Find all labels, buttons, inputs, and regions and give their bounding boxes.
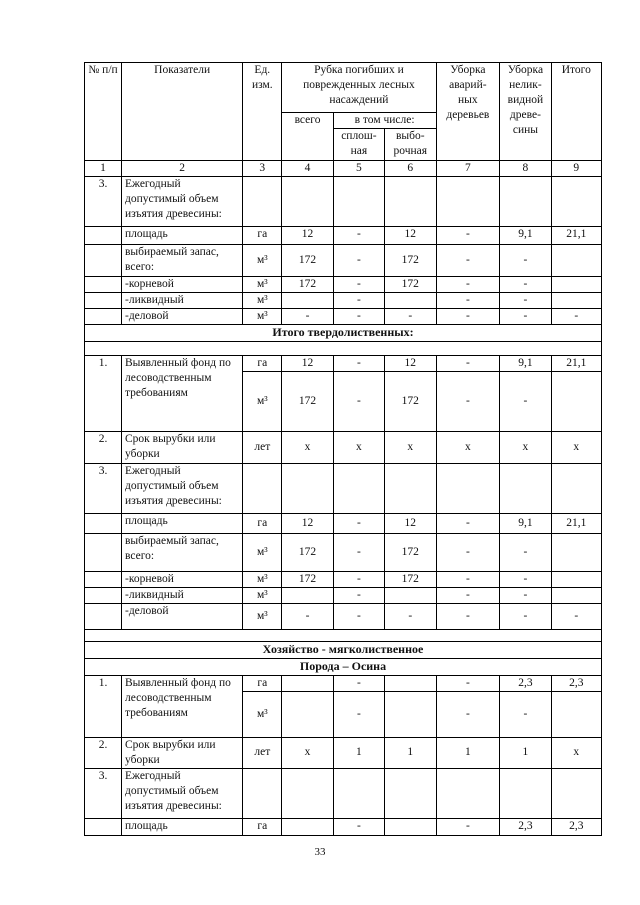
section-hardwood-total: Итого твердолиственных: — [85, 324, 602, 341]
row-label: Ежегодный допустимый объем изъятия древесины: — [122, 176, 243, 226]
value-cell: 1 — [500, 737, 551, 768]
value-cell: - — [436, 292, 500, 308]
value-cell: 172 — [282, 276, 333, 292]
value-cell: 2,3 — [551, 675, 601, 691]
value-cell: - — [385, 603, 436, 629]
value-cell: - — [500, 308, 551, 324]
row-label: выбираемый запас, всего: — [122, 533, 243, 571]
forest-table — [84, 62, 602, 836]
unit-cell: м³ — [243, 276, 282, 292]
value-cell: x — [385, 431, 436, 463]
row-label: выбираемый запас, всего: — [122, 244, 243, 276]
col-number: 6 — [385, 161, 436, 177]
row-label: Срок вырубки или уборки — [122, 737, 243, 768]
header-logging: Рубка погибших и поврежденных лесных насаждений — [282, 63, 436, 113]
value-cell: x — [282, 737, 333, 768]
row-num: 3. — [85, 463, 122, 513]
value-cell: - — [436, 513, 500, 533]
row-num: 2. — [85, 431, 122, 463]
row-num: 1. — [85, 355, 122, 431]
unit-cell: м³ — [243, 691, 282, 737]
unit-cell: м³ — [243, 571, 282, 587]
value-cell: 2,3 — [500, 675, 551, 691]
value-cell: 12 — [282, 355, 333, 371]
value-cell: - — [500, 292, 551, 308]
value-cell: - — [385, 308, 436, 324]
row-label: -корневой — [122, 571, 243, 587]
value-cell: 172 — [282, 533, 333, 571]
value-cell: - — [436, 533, 500, 571]
value-cell: 9,1 — [500, 513, 551, 533]
value-cell: - — [551, 603, 601, 629]
header-emergency: Уборка аварий-ных деревьев — [436, 63, 500, 161]
value-cell: x — [500, 431, 551, 463]
row-label: -корневой — [122, 276, 243, 292]
value-cell: - — [500, 533, 551, 571]
value-cell: 12 — [385, 226, 436, 244]
row-label: площадь — [122, 818, 243, 835]
value-cell: - — [282, 603, 333, 629]
col-number: 7 — [436, 161, 500, 177]
value-cell: - — [333, 587, 384, 603]
value-cell: - — [282, 308, 333, 324]
value-cell: 172 — [385, 571, 436, 587]
row-label: Ежегодный допустимый объем изъятия древесины: — [122, 463, 243, 513]
value-cell: - — [333, 308, 384, 324]
value-cell: 21,1 — [551, 355, 601, 371]
col-number: 8 — [500, 161, 551, 177]
value-cell: 12 — [385, 355, 436, 371]
value-cell: 172 — [282, 371, 333, 431]
row-num: 2. — [85, 737, 122, 768]
unit-cell: м³ — [243, 603, 282, 629]
unit-cell: лет — [243, 431, 282, 463]
header-selective: выбо-рочная — [385, 129, 436, 161]
value-cell: - — [436, 603, 500, 629]
value-cell: x — [551, 737, 601, 768]
unit-cell: га — [243, 818, 282, 835]
value-cell: 172 — [385, 276, 436, 292]
row-label: Выявленный фонд по лесоводственным требованиям — [122, 355, 243, 431]
value-cell: x — [551, 431, 601, 463]
value-cell: x — [282, 431, 333, 463]
value-cell: - — [436, 675, 500, 691]
value-cell: - — [436, 691, 500, 737]
value-cell: - — [436, 587, 500, 603]
value-cell: 9,1 — [500, 355, 551, 371]
header-incl: в том числе: — [333, 113, 436, 129]
value-cell: - — [500, 571, 551, 587]
row-label: -деловой — [122, 603, 243, 629]
unit-cell: га — [243, 355, 282, 371]
value-cell: - — [333, 371, 384, 431]
unit-cell: м³ — [243, 308, 282, 324]
col-number: 4 — [282, 161, 333, 177]
header-solid: сплош-ная — [333, 129, 384, 161]
value-cell: - — [500, 691, 551, 737]
row-label: Срок вырубки или уборки — [122, 431, 243, 463]
value-cell: - — [333, 226, 384, 244]
value-cell: - — [436, 818, 500, 835]
value-cell: - — [500, 587, 551, 603]
value-cell: 1 — [436, 737, 500, 768]
row-label: площадь — [122, 513, 243, 533]
value-cell: - — [333, 355, 384, 371]
value-cell: 12 — [385, 513, 436, 533]
unit-cell: га — [243, 226, 282, 244]
col-number: 1 — [85, 161, 122, 177]
value-cell: - — [500, 371, 551, 431]
unit-cell: лет — [243, 737, 282, 768]
header-num: № п/п — [85, 63, 122, 161]
value-cell: 1 — [333, 737, 384, 768]
value-cell: x — [436, 431, 500, 463]
value-cell: 9,1 — [500, 226, 551, 244]
value-cell: 1 — [385, 737, 436, 768]
value-cell: - — [436, 244, 500, 276]
row-label: площадь — [122, 226, 243, 244]
value-cell: - — [436, 371, 500, 431]
header-total: Итого — [551, 63, 601, 161]
value-cell: - — [436, 276, 500, 292]
row-num: 3. — [85, 768, 122, 818]
value-cell: - — [500, 603, 551, 629]
section-breed: Порода – Осина — [85, 658, 602, 675]
value-cell: 2,3 — [500, 818, 551, 835]
value-cell: - — [333, 513, 384, 533]
unit-cell: га — [243, 513, 282, 533]
value-cell: 21,1 — [551, 226, 601, 244]
value-cell: 2,3 — [551, 818, 601, 835]
spacer-row — [85, 629, 602, 641]
unit-cell: м³ — [243, 292, 282, 308]
value-cell: - — [333, 533, 384, 571]
unit-cell: га — [243, 675, 282, 691]
value-cell: 21,1 — [551, 513, 601, 533]
header-illiquid: Уборка нелик-видной древе-сины — [500, 63, 551, 161]
value-cell: 172 — [282, 571, 333, 587]
page-number: 33 — [314, 846, 326, 858]
value-cell: - — [551, 308, 601, 324]
section-farm: Хозяйство - мягколиственное — [85, 641, 602, 658]
col-number: 5 — [333, 161, 384, 177]
value-cell: 12 — [282, 226, 333, 244]
header-total-all: всего — [282, 113, 333, 161]
value-cell: 172 — [385, 533, 436, 571]
col-number: 9 — [551, 161, 601, 177]
value-cell: 172 — [385, 244, 436, 276]
value-cell: 172 — [385, 371, 436, 431]
value-cell: - — [436, 355, 500, 371]
value-cell: - — [436, 571, 500, 587]
unit-cell: м³ — [243, 533, 282, 571]
row-label: Ежегодный допустимый объем изъятия древесины: — [122, 768, 243, 818]
value-cell: - — [500, 276, 551, 292]
value-cell: - — [333, 292, 384, 308]
row-label: -ликвидный — [122, 292, 243, 308]
row-num: 3. — [85, 176, 122, 226]
col-number: 2 — [122, 161, 243, 177]
value-cell: - — [333, 675, 384, 691]
col-number: 3 — [243, 161, 282, 177]
value-cell: - — [500, 244, 551, 276]
value-cell: - — [333, 818, 384, 835]
value-cell: - — [333, 571, 384, 587]
unit-cell: м³ — [243, 244, 282, 276]
value-cell: - — [333, 603, 384, 629]
header-unit: Ед. изм. — [243, 63, 282, 161]
value-cell: x — [333, 431, 384, 463]
unit-cell: м³ — [243, 587, 282, 603]
value-cell: - — [436, 226, 500, 244]
value-cell: - — [333, 691, 384, 737]
value-cell: 12 — [282, 513, 333, 533]
spacer-row — [85, 341, 602, 355]
value-cell: - — [436, 308, 500, 324]
row-label: -ликвидный — [122, 587, 243, 603]
unit-cell: м³ — [243, 371, 282, 431]
value-cell: - — [333, 276, 384, 292]
value-cell: 172 — [282, 244, 333, 276]
row-label: Выявленный фонд по лесоводственным требованиям — [122, 675, 243, 737]
header-indicators: Показатели — [122, 63, 243, 161]
value-cell: - — [333, 244, 384, 276]
row-num: 1. — [85, 675, 122, 737]
row-label: -деловой — [122, 308, 243, 324]
